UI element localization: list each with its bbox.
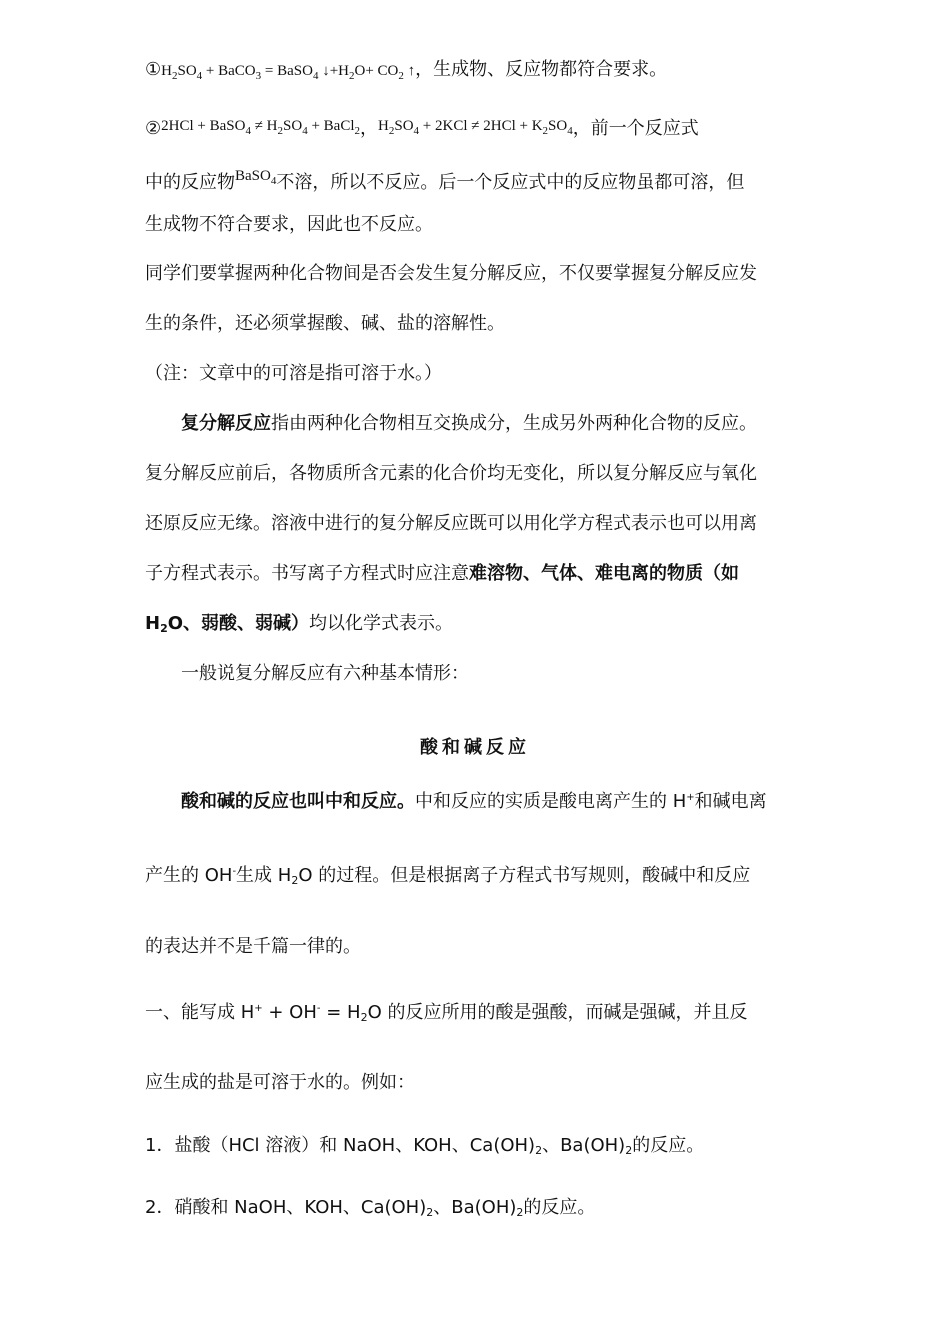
section-heading: 酸和碱反应 bbox=[420, 737, 530, 758]
baso4-formula: BaSO4 bbox=[235, 168, 277, 187]
paragraph-line-5: 同学们要掌握两种化合物间是否会发生复分解反应，不仅要掌握复分解反应发 bbox=[145, 263, 757, 284]
paragraph-line-10: 还原反应无缘。溶液中进行的复分解反应既可以用化学方程式表示也可以用离 bbox=[145, 513, 757, 534]
paragraph-line-3: 中的反应物$^{BaSO_4}$不溶，所以不反应。后一个反应式中的反应物虽都可溶，但 bbox=[145, 168, 745, 193]
equation-2-text: ，前一个反应式 bbox=[572, 118, 699, 139]
paragraph-line-4: 生成物不符合要求，因此也不反应。 bbox=[145, 214, 433, 235]
paragraph-line-6: 生的条件，还必须掌握酸、碱、盐的溶解性。 bbox=[145, 313, 505, 334]
equation-2-line: ②$^{2HCl + BaSO_4 \ne H_2SO_4 + BaCl_2}$，$^{H_2SO_4 + 2KCl \ne 2HCl + K_2SO_4}$，前一个反应式 bbox=[145, 118, 699, 139]
equation-1-text: ，生成物、反应物都符合要求。 bbox=[415, 59, 668, 80]
paragraph-line-16: 的表达并不是千篇一律的。 bbox=[145, 936, 361, 957]
formula-2a: 2HCl + BaSO4 ≠ H2SO4 + BaCl2 bbox=[161, 118, 361, 137]
paragraph-line-15: 产生的 OH-生成 H2O 的过程。但是根据离子方程式书写规则，酸碱中和反应 bbox=[145, 865, 751, 887]
paragraph-line-12: H2O、弱酸、弱碱）均以化学式表示。 bbox=[145, 613, 454, 635]
formula-2b: H2SO4 + 2KCl ≠ 2HCl + K2SO4 bbox=[378, 118, 573, 137]
down-arrow-icon: ↓ bbox=[322, 63, 330, 79]
paragraph-line-18: 应生成的盐是可溶于水的。例如： bbox=[145, 1072, 415, 1093]
formula-1: $H_2SO_4$ + BaCO$_3$ = BaSO$_4$ $↓+H_2O+ CO_2$ ↑ bbox=[161, 63, 416, 82]
marker-2: ② bbox=[145, 118, 162, 139]
paragraph-line-9: 复分解反应前后，各物质所含元素的化合价均无变化，所以复分解反应与氧化 bbox=[145, 463, 757, 484]
paragraph-line-11: 子方程式表示。书写离子方程式时应注意难溶物、气体、难电离的物质（如 bbox=[145, 563, 739, 584]
paragraph-line-14: 酸和碱的反应也叫中和反应。中和反应的实质是酸电离产生的 H+和碱电离 bbox=[181, 791, 767, 812]
definition-line: 复分解反应指由两种化合物相互交换成分，生成另外两种化合物的反应。 bbox=[181, 413, 757, 434]
list-item-1: 1．盐酸（HCl 溶液）和 NaOH、KOH、Ca(OH)2、Ba(OH)2的反应。 bbox=[145, 1135, 705, 1157]
note-line: （注：文章中的可溶是指可溶于水。） bbox=[145, 363, 442, 384]
paragraph-line-13: 一般说复分解反应有六种基本情形： bbox=[181, 663, 469, 684]
up-arrow-icon: ↑ bbox=[407, 63, 416, 79]
list-item-2: 2．硝酸和 NaOH、KOH、Ca(OH)2、Ba(OH)2的反应。 bbox=[145, 1197, 596, 1219]
marker-1: ① bbox=[145, 59, 162, 80]
paragraph-line-17: 一、能写成 H+ + OH- = H2O 的反应所用的酸是强酸，而碱是强碱，并且反 bbox=[145, 1002, 748, 1024]
equation-1-line bbox=[145, 58, 667, 88]
